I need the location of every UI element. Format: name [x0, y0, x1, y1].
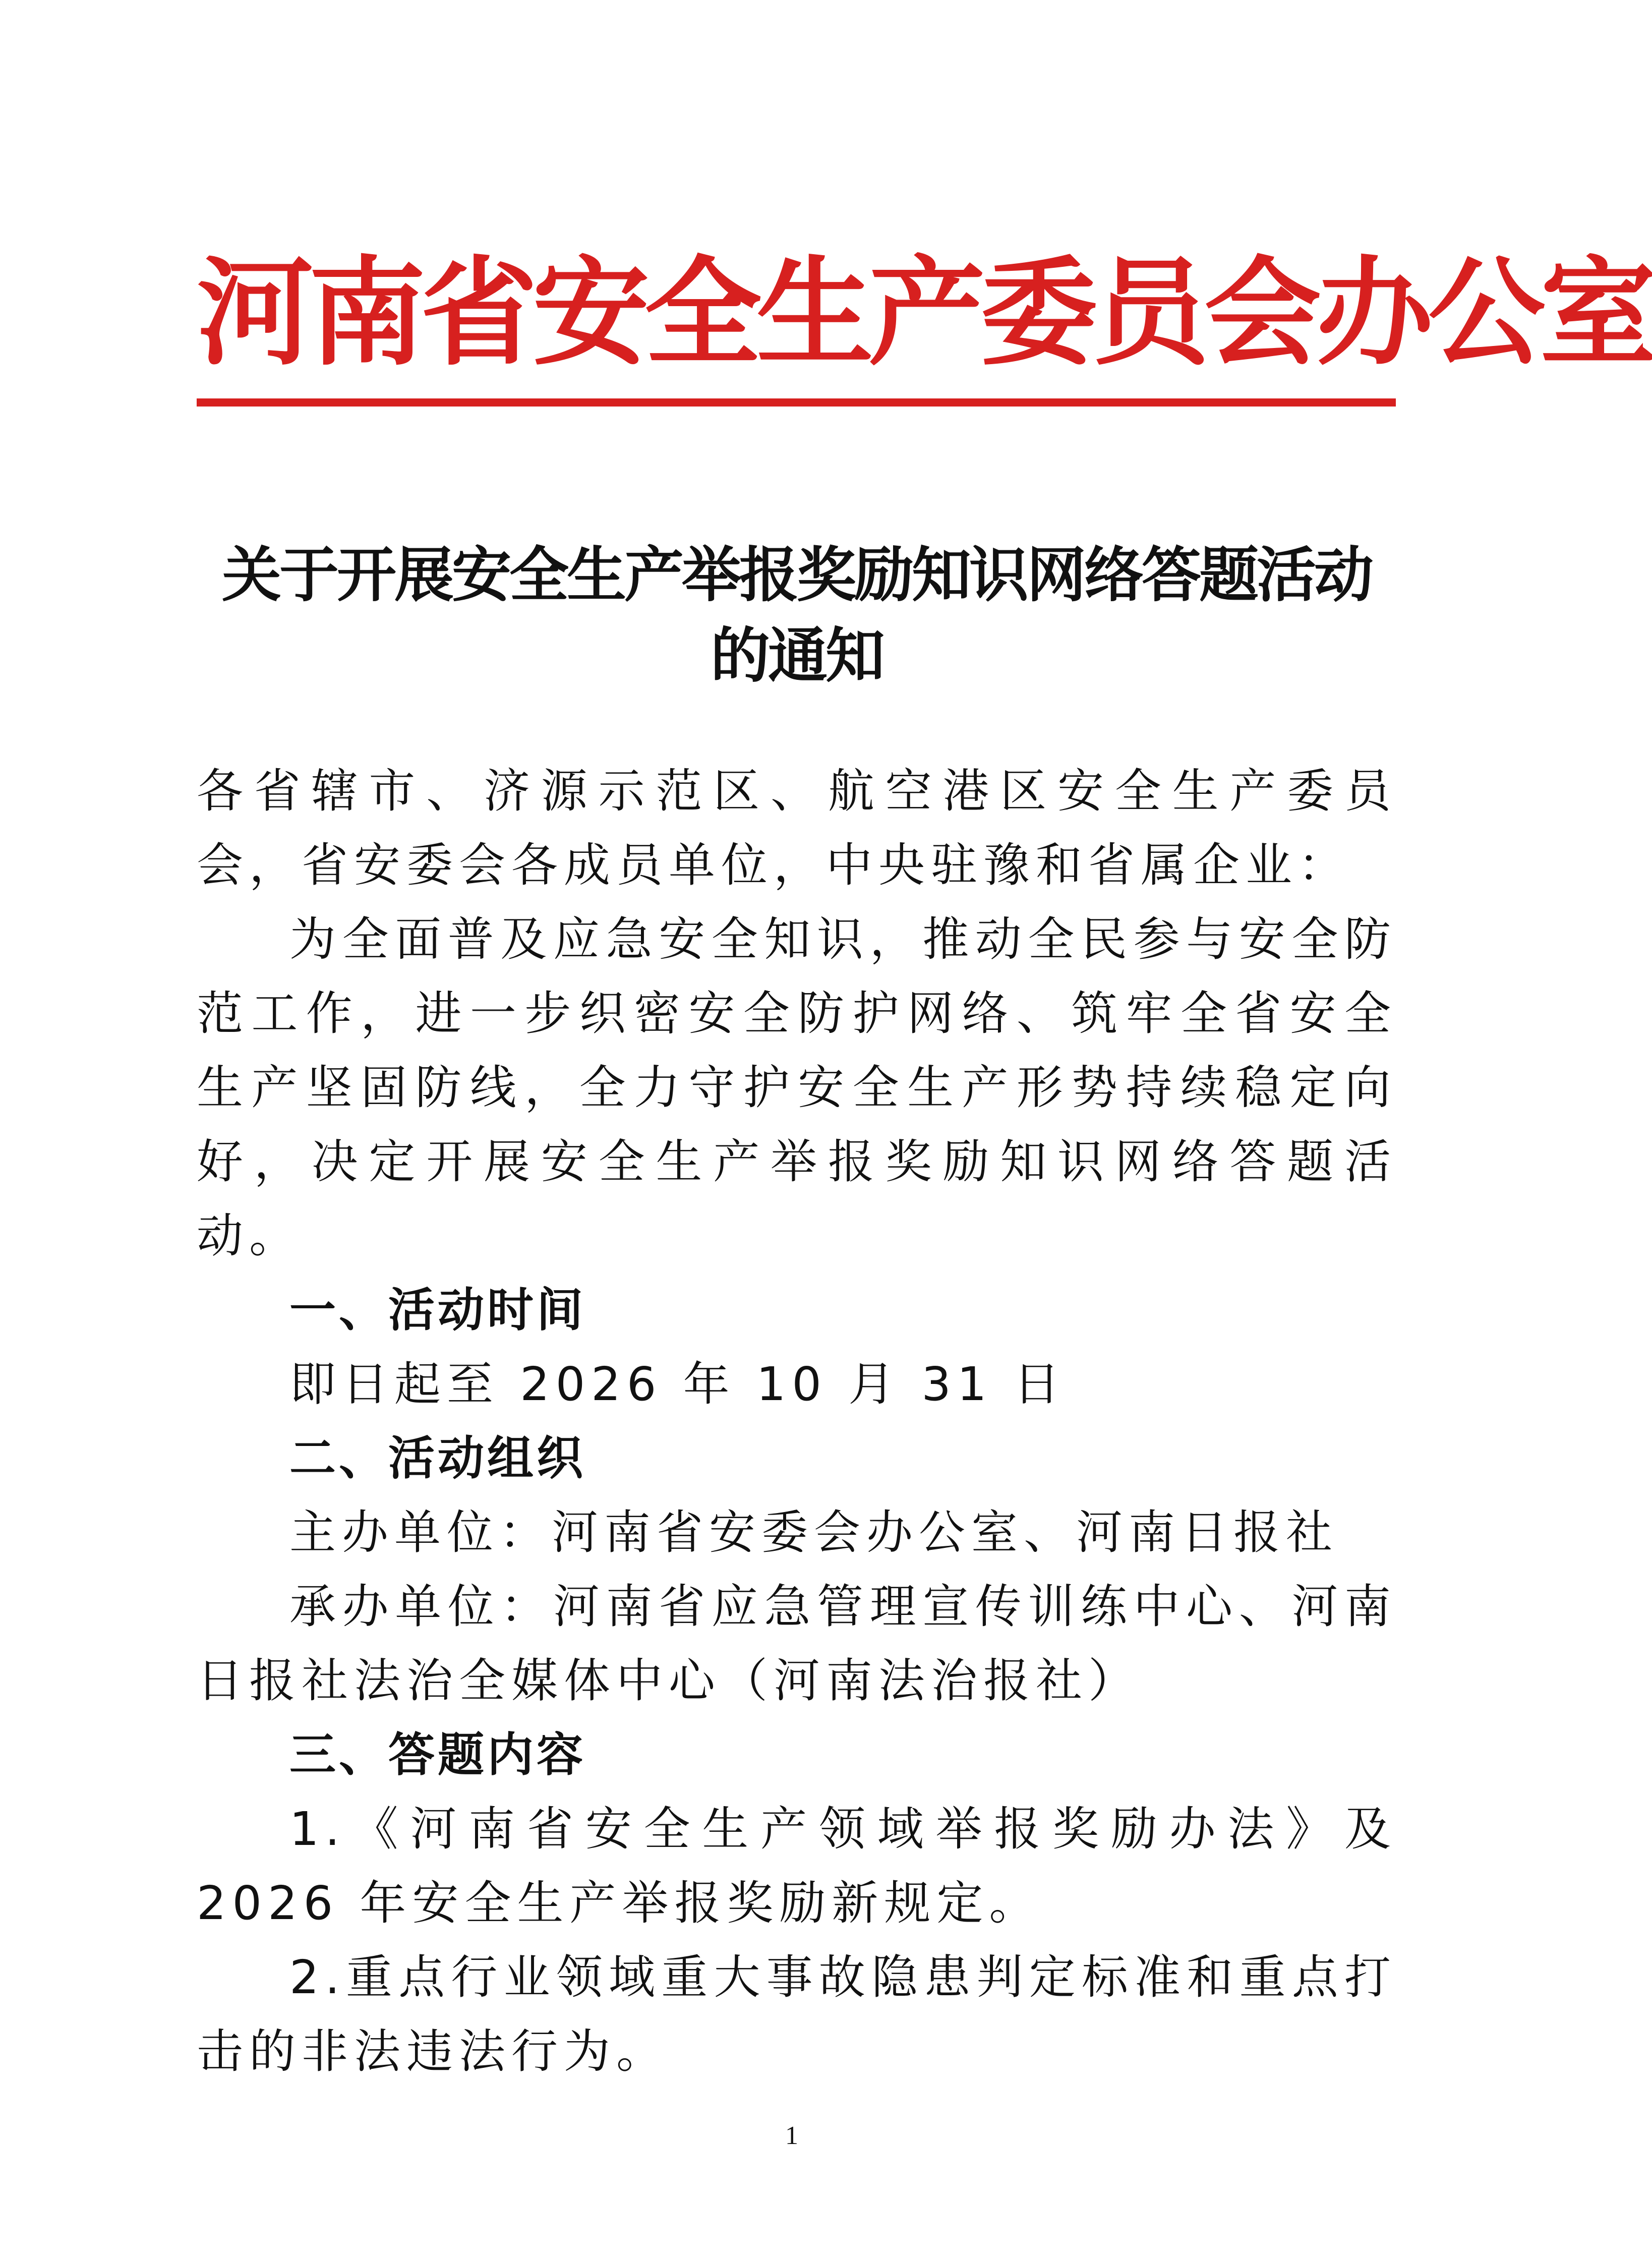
section-3-item-1: 1.《河南省安全生产领域举报奖励办法》及 2026 年安全生产举报奖励新规定。	[197, 1802, 1397, 1930]
page-number: 1	[785, 2121, 798, 2150]
document-body	[197, 754, 1397, 2089]
intro-paragraph: 为全面普及应急安全知识，推动全民参与安全防范工作，进一步织密安全防护网络、筑牢全省安全生产坚固防线，全力守护安全生产形势持续稳定向好，决定开展安全生产举报奖励知识网络答题活动。	[197, 912, 1397, 1263]
section-3-heading: 三、答题内容	[289, 1728, 586, 1782]
section-3-item-2: 2.重点行业领域重大事故隐患判定标准和重点打击的非法违法行为。	[197, 1950, 1397, 2078]
section-1-heading: 一、活动时间	[289, 1283, 586, 1337]
section-2-heading: 二、活动组织	[289, 1431, 586, 1485]
organization-header: 河南省安全生产委员会办公室	[197, 244, 1652, 381]
document-title-line-2: 的通知	[710, 620, 883, 690]
section-2-host: 主办单位：河南省安委会办公室、河南日报社	[289, 1505, 1339, 1559]
section-1-text: 即日起至 2026 年 10 月 31 日	[289, 1357, 1066, 1411]
recipients-paragraph: 各省辖市、济源示范区、航空港区安全生产委员会，省安委会各成员单位，中央驻豫和省属企业：	[197, 764, 1397, 892]
document-title	[192, 535, 1402, 696]
red-divider-line	[197, 398, 1396, 407]
document-title-line-1: 关于开展安全生产举报奖励知识网络答题活动	[221, 540, 1372, 610]
section-2-organizer: 承办单位：河南省应急管理宣传训练中心、河南日报社法治全媒体中心（河南法治报社）	[197, 1580, 1397, 1708]
